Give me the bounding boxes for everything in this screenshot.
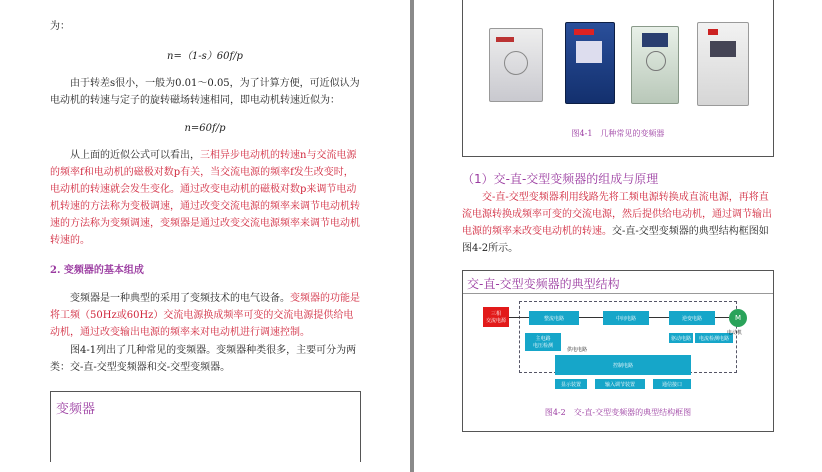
paragraph-ac-dc-ac-ref: 交-直-交型变频器的典型结构框图如图4-2所示。 <box>462 226 769 254</box>
vfd-image-3 <box>631 26 679 104</box>
block-drive-circuit: 驱动电路 <box>669 333 693 343</box>
block-input: 输入调节装置 <box>595 379 645 389</box>
figure-4-1-caption: 图4-1 几种常见的变频器 <box>571 129 665 138</box>
vfd-image-1 <box>489 28 543 102</box>
connector-source-rectifier <box>509 317 529 318</box>
paragraph-speed <box>50 147 360 249</box>
block-control-circuit: 控制电路 <box>555 355 691 375</box>
section-title-ac-dc-ac: （1）交-直-交型变频器的组成与原理 <box>462 172 659 186</box>
block-inverter: 逆变电路 <box>669 311 715 325</box>
connector-rectifier-middle <box>579 317 603 318</box>
label-power-circuit: 供电电路 <box>567 347 588 353</box>
label-motor: 电动机 <box>727 330 743 336</box>
connector-middle-inverter <box>649 317 669 318</box>
formula-1: n=（1-s）60f/p <box>167 51 243 62</box>
vfd-image-2 <box>565 22 615 104</box>
formula-2: n=60f/p <box>184 123 226 134</box>
vfd-4-display <box>710 41 736 57</box>
paragraph-slip: 由于转差s很小，一般为0.01～0.05，为了计算方便，可近似认为电动机的转速与定子的旋转磁场转速相同，即电动机转速近似为： <box>50 78 360 106</box>
paragraph-vfd-intro: 变频器是一种典型的采用了变频技术的电气设备。 <box>70 293 290 304</box>
vfd-4-logo <box>708 29 718 35</box>
vfd-box-title: 变频器 <box>56 402 96 417</box>
block-comm: 通信接口 <box>653 379 691 389</box>
block-middle-circuit: 中间电路 <box>603 311 649 325</box>
vfd-3-knob <box>646 51 666 71</box>
block-display: 显示装置 <box>555 379 587 389</box>
vfd-1-display <box>496 37 514 42</box>
paragraph-vfd-types: 图4-1列出了几种常见的变频器。变频器种类很多，主要可分为两类：交-直-交型变频器和交-交型变频器。 <box>50 345 357 373</box>
section-heading-composition: 2. 变频器的基本组成 <box>50 265 144 276</box>
paragraph-vfd-highlight: 变频器的功能是将工频（50Hz或60Hz）交流电源换成频率可变的交流电源提供给电动机，通过改变输出电源的频率来对电动机进行调速控制。 <box>50 293 360 338</box>
figure-4-2 <box>462 270 774 432</box>
figure-4-1 <box>462 0 774 157</box>
paragraph-ac-dc-ac-highlight: 交-直-交型变频器利用线路先将工频电源转换成直流电源，再将直流电源转换成频率可变的交流电源，然后提供给电动机，通过调节输出电源的频率来改变电动机的转速。 <box>462 192 772 237</box>
text-wei: 为： <box>50 21 70 32</box>
motor-icon: M <box>729 309 747 327</box>
figure-4-2-caption: 图4-2 交-直-交型变频器的典型结构框图 <box>544 408 692 417</box>
vfd-2-keypad <box>576 41 602 63</box>
right-page <box>414 0 822 472</box>
paragraph-vfd-definition <box>50 290 360 341</box>
block-power-source: 三相 交流电源 <box>483 307 509 327</box>
paragraph-ac-dc-ac <box>462 189 774 257</box>
figure-4-2-title: 交-直-交型变频器的典型结构 <box>467 277 620 291</box>
vfd-box <box>50 391 361 462</box>
vfd-image-4 <box>697 22 749 106</box>
block-current-detect: 电流检测电路 <box>695 333 733 343</box>
left-page <box>0 0 410 472</box>
vfd-2-logo <box>574 29 594 35</box>
vfd-1-knob <box>504 51 528 75</box>
paragraph-speed-highlight: 三相异步电动机的转速n与交流电源的频率f和电动机的磁极对数p有关，当交流电源的频率f发生改变时，电动机的转速就会发生变化。通过改变电动机的磁极对数p来调节电动机转速的方法称为变极调速，通过改变交流电源的频率来调节电动机转速的方法称为变频调速，变频器是通过改变交流电源频率来调节电动机转速的。 <box>50 150 360 246</box>
paragraph-speed-intro: 从上面的近似公式可以看出， <box>70 150 200 161</box>
vfd-3-display <box>642 33 668 47</box>
connector-inverter-motor <box>715 317 729 318</box>
block-voltage-detect: 主电路 电压检测 <box>525 333 561 351</box>
block-rectifier: 整流电路 <box>529 311 579 325</box>
